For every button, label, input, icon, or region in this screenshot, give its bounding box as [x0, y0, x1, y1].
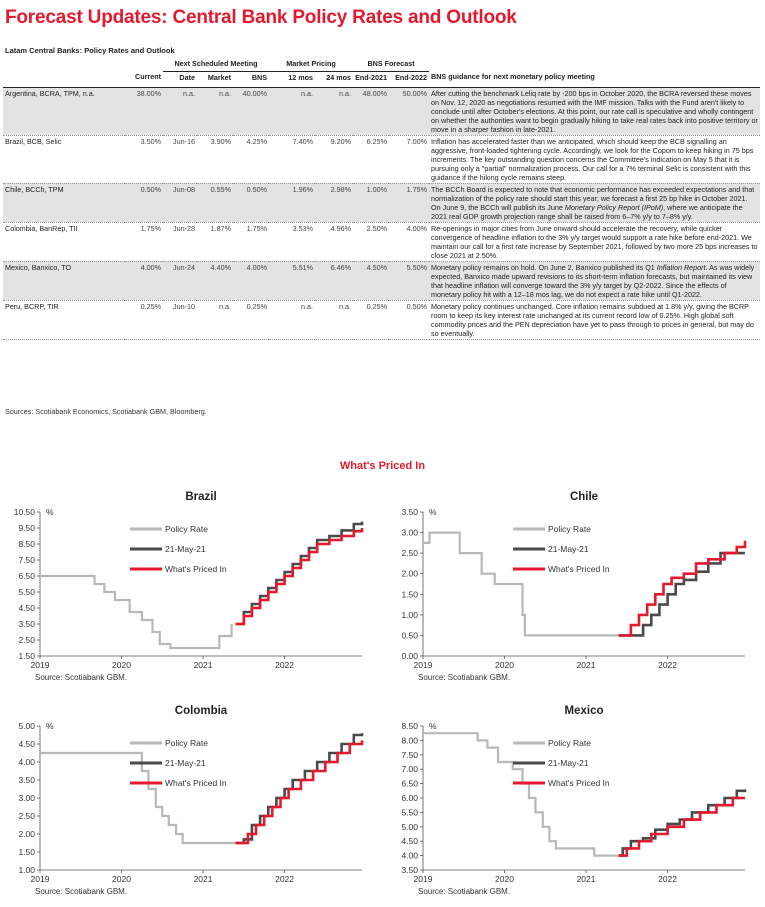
- legend-label: Policy Rate: [548, 524, 591, 534]
- unit-label: %: [46, 721, 54, 731]
- column-header: End-2022: [389, 71, 429, 87]
- chart-chile: [383, 480, 765, 692]
- y-tick-label: 3.50: [18, 775, 35, 785]
- chart-source: Source: Scotiabank GBM.: [35, 887, 128, 896]
- chart-brazil: [0, 480, 382, 692]
- y-tick-label: 2.00: [401, 568, 418, 579]
- table-row: Chile, BCCh, TPM 0.50% Jun-08 0.55% 0.50% 1.96% 2.98% 1.00% 1.75% The BCCh Board is expected to note that economic performance has exceeded expectations and that normalization of the policy rate should start this year; we forecast a first 25 bp hike in October 2021. On June 9, the BCCh will publish its June Monetary Policy Report (IPoM), where we anticipate the 2021 real GDP growth projection range shall be raised from 6–7% y/y to 7–8% y/y.: [3, 183, 760, 222]
- y-tick-label: 4.50: [18, 739, 35, 749]
- y-tick-label: 3.00: [18, 793, 35, 803]
- y-tick-label: 6.50: [401, 778, 418, 789]
- y-tick-label: 2.50: [18, 811, 35, 821]
- y-tick-label: 4.00: [401, 850, 418, 861]
- y-tick-label: 7.50: [18, 555, 35, 565]
- x-tick-label: 2020: [112, 874, 131, 884]
- y-tick-label: 1.50: [18, 651, 35, 661]
- guidance-text: Monetary policy remains on hold. On June 2, Banxico published its Q1 Inflation Report. As was widely expected, Banxico made upward revisions to its short-term inflation forecasts, but maintained its view that headline inflation will converge toward the 3% y/y target by Q2-2022. Since the effects of monetary policy hit with a 12–18 mos lag, we do not expect a rate hike until Q1-2022.: [429, 261, 760, 300]
- policy-rates-table: [3, 58, 760, 340]
- group-header-next-meeting: Next Scheduled Meeting: [163, 58, 269, 71]
- column-header: Date: [163, 71, 197, 87]
- legend-label: 21-May-21: [548, 544, 589, 554]
- y-tick-label: 6.00: [401, 793, 418, 803]
- x-tick-label: 2021: [193, 874, 213, 884]
- chart-title: Chile: [569, 491, 599, 503]
- whats-priced-in-line: [619, 798, 745, 856]
- table-row: Peru, BCRP, TIR 0.25% Jun-10 n.a. 0.25% n.a. n.a. 0.25% 0.50% Monetary policy continues unchanged. Core inflation remains subdued at 1.8% y/y, giving the BCRP room to keep its key interest rate unchanged at its current record low of 0.25%. High global soft commodity prices and the PEN depreciation have yet to pass through to prices in general, but may do so eventually.: [3, 300, 760, 339]
- page-title: Forecast Updates: Central Bank Policy Rates and Outlook: [5, 7, 517, 28]
- chart-source: Source: Scotiabank GBM.: [418, 673, 511, 682]
- column-header: BNS: [233, 71, 269, 87]
- y-tick-label: 9.50: [18, 523, 35, 533]
- x-tick-label: 2021: [576, 874, 596, 884]
- chart-source: Source: Scotiabank GBM.: [35, 673, 128, 682]
- table-subtitle: Latam Central Banks: Policy Rates and Outlook: [5, 46, 175, 55]
- whats-priced-in-line: [619, 541, 745, 636]
- chart-colombia: [0, 694, 382, 906]
- y-tick-label: 5.50: [18, 587, 35, 597]
- x-tick-label: 2019: [413, 874, 433, 884]
- unit-label: %: [429, 721, 437, 731]
- y-tick-label: 3.50: [401, 507, 418, 517]
- y-tick-label: 8.50: [18, 539, 35, 549]
- y-tick-label: 5.50: [401, 807, 418, 818]
- whats-priced-in-line: [236, 740, 362, 843]
- y-tick-label: 4.00: [18, 757, 35, 767]
- policy-rate-line: [40, 753, 236, 843]
- y-tick-label: 1.50: [18, 847, 35, 857]
- x-tick-label: 2022: [275, 660, 295, 670]
- y-tick-label: 3.00: [401, 527, 418, 538]
- legend-label: What's Priced In: [548, 564, 610, 574]
- chart-mexico: [383, 694, 765, 906]
- table-row: Brazil, BCB, Selic 3.50% Jun-16 3.90% 4.25% 7.40% 9.20% 6.25% 7.00% Inflation has accelerated faster than we anticipated, which should keep the BCB signalling an aggressive, front-loaded tightening cycle. Accordingly, we look for the Copom to keep hiking in 75 bps increments. The key outstanding question concerns the Committee's indication on May 5 that it is pursuing only a "partial" normalization process. Our call for a 7% terminal Selic is consistent with this guidance if the hiking cycle remains steep.: [3, 135, 760, 183]
- unit-label: %: [429, 507, 437, 517]
- y-tick-label: 2.50: [18, 635, 35, 645]
- may-21-line: [619, 553, 745, 635]
- section-title: What's Priced In: [339, 460, 426, 472]
- x-tick-label: 2019: [30, 660, 50, 670]
- y-tick-label: 0.50: [401, 630, 418, 641]
- column-header: Current: [125, 71, 163, 87]
- group-header-bns-forecast: BNS Forecast: [353, 58, 429, 71]
- y-tick-label: 2.00: [18, 829, 35, 839]
- chart-source: Source: Scotiabank GBM.: [418, 887, 511, 896]
- guidance-text: The BCCh Board is expected to note that economic performance has exceeded expectations and that normalization of the policy rate should start this year; we forecast a first 25 bp hike in October 2021. On June 9, the BCCh will publish its June Monetary Policy Report (IPoM), where we anticipate the 2021 real GDP growth projection range shall be raised from 6–7% y/y to 7–8% y/y.: [429, 183, 760, 222]
- y-tick-label: 1.00: [18, 865, 35, 875]
- legend-label: What's Priced In: [165, 778, 227, 788]
- table-sources: Sources: Scotiabank Economics, Scotiabank GBM, Bloomberg.: [5, 407, 207, 416]
- y-tick-label: 8.50: [401, 721, 418, 731]
- column-header: Market: [197, 71, 233, 87]
- y-tick-label: 1.50: [401, 589, 418, 600]
- y-tick-label: 7.50: [401, 749, 418, 760]
- y-tick-label: 5.00: [18, 721, 35, 731]
- guidance-text: Inflation has accelerated faster than we anticipated, which should keep the BCB signalling an aggressive, front-loaded tightening cycle. Accordingly, we look for the Copom to keep hiking in 75 bps increments. The key outstanding question concerns the Committee's indication on May 5 that it is pursuing only a "partial" normalization process. Our call for a 7% terminal Selic is consistent with this guidance if the hiking cycle remains steep.: [429, 135, 760, 183]
- policy-rate-line: [40, 576, 232, 648]
- legend-label: Policy Rate: [165, 524, 208, 534]
- x-tick-label: 2022: [275, 874, 295, 884]
- legend-label: What's Priced In: [548, 778, 610, 788]
- table-row: Colombia, BanRep, TII 1.75% Jun-28 1.87% 1.75% 3.53% 4.96% 2.50% 4.00% Re-openings in major cities from June onward should accelerate the recovery, while quicker convergence of headline inflation to the 3% y/y target would support a rate hike before end-2021. We maintain our call for a first rate increase by September 2021, followed by two more 25 bps increases to close 2021 at 2.50%.: [3, 222, 760, 261]
- column-header: 12 mos: [269, 71, 315, 87]
- x-tick-label: 2022: [658, 660, 678, 670]
- y-tick-label: 3.50: [18, 619, 35, 629]
- legend-label: 21-May-21: [165, 758, 206, 768]
- column-header: End-2021: [353, 71, 389, 87]
- legend-label: Policy Rate: [548, 738, 591, 748]
- column-header: 24 mos: [315, 71, 353, 87]
- guidance-text: Re-openings in major cities from June onward should accelerate the recovery, while quicker convergence of headline inflation to the 3% y/y target would support a rate hike before end-2021. We maintain our call for a first rate increase by September 2021, followed by two more 25 bps increases to close 2021 at 2.50%.: [429, 222, 760, 261]
- whats-priced-in-line: [236, 528, 362, 624]
- column-header: BNS guidance for next monetary policy meeting: [429, 71, 760, 87]
- x-tick-label: 2021: [576, 660, 596, 670]
- y-tick-label: 1.00: [401, 609, 418, 620]
- chart-title: Colombia: [174, 705, 228, 717]
- y-tick-label: 3.50: [401, 865, 418, 875]
- group-header-market-pricing: Market Pricing: [269, 58, 353, 71]
- y-tick-label: 10.50: [13, 507, 35, 517]
- policy-rate-line: [423, 733, 619, 855]
- y-tick-label: 2.50: [401, 548, 418, 559]
- unit-label: %: [46, 507, 54, 517]
- guidance-text: Monetary policy continues unchanged. Core inflation remains subdued at 1.8% y/y, giving the BCRP room to keep its key interest rate unchanged at its current record low of 0.25%. High global soft commodity prices and the PEN depreciation have yet to pass through to prices in general, but may do so eventually.: [429, 300, 760, 339]
- x-tick-label: 2020: [112, 660, 131, 670]
- legend-label: 21-May-21: [548, 758, 589, 768]
- y-tick-label: 4.50: [18, 603, 35, 613]
- y-tick-label: 4.50: [401, 836, 418, 847]
- legend-label: Policy Rate: [165, 738, 208, 748]
- y-tick-label: 6.50: [18, 571, 35, 581]
- chart-title: Mexico: [564, 705, 604, 717]
- guidance-text: After cutting the benchmark Leliq rate by -200 bps in October 2020, the BCRA reversed these moves on Nov. 12, 2020 as negotiations resumed with the IMF mission. Talks with the Fund aren't likely to conclude until after October's elections. At this point, our rate call is speculative and wholly contingent on whether the authorities want to begin gradually hiking to take real rates back into positive territory or move in a sharper fashion in late-2021.: [429, 87, 760, 135]
- legend-label: What's Priced In: [165, 564, 227, 574]
- x-tick-label: 2022: [658, 874, 678, 884]
- y-tick-label: 7.00: [401, 764, 418, 775]
- x-tick-label: 2020: [495, 874, 514, 884]
- y-tick-label: 0.00: [401, 651, 418, 661]
- may-21-line: [619, 789, 745, 855]
- x-tick-label: 2020: [495, 660, 514, 670]
- y-tick-label: 5.00: [401, 821, 418, 832]
- chart-title: Brazil: [185, 491, 217, 503]
- x-tick-label: 2021: [193, 660, 213, 670]
- table-row: Mexico, Banxico, TO 4.00% Jun-24 4.40% 4.00% 5.51% 6.46% 4.50% 5.50% Monetary policy remains on hold. On June 2, Banxico published its Q1 Inflation Report. As was widely expected, Banxico made upward revisions to its short-term inflation forecasts, but maintained its view that headline inflation will converge toward the 3% y/y target by Q2-2022. Since the effects of monetary policy hit with a 12–18 mos lag, we do not expect a rate hike until Q1-2022.: [3, 261, 760, 300]
- table-row: Argentina, BCRA, TPM, n.a. 38.00% n.a. n.a. 40.00% n.a. n.a. 48.00% 50.00% After cutting the benchmark Leliq rate by -200 bps in October 2020, the BCRA reversed these moves on Nov. 12, 2020 as negotiations resumed with the IMF mission. Talks with the Fund aren't likely to conclude until after October's elections. At this point, our rate call is speculative and wholly contingent on whether the authorities want to begin gradually hiking to take real rates back into positive territory or move in a sharper fashion in late-2021.: [3, 87, 760, 135]
- legend-label: 21-May-21: [165, 544, 206, 554]
- x-tick-label: 2019: [413, 660, 433, 670]
- y-tick-label: 8.00: [401, 735, 418, 746]
- x-tick-label: 2019: [30, 874, 50, 884]
